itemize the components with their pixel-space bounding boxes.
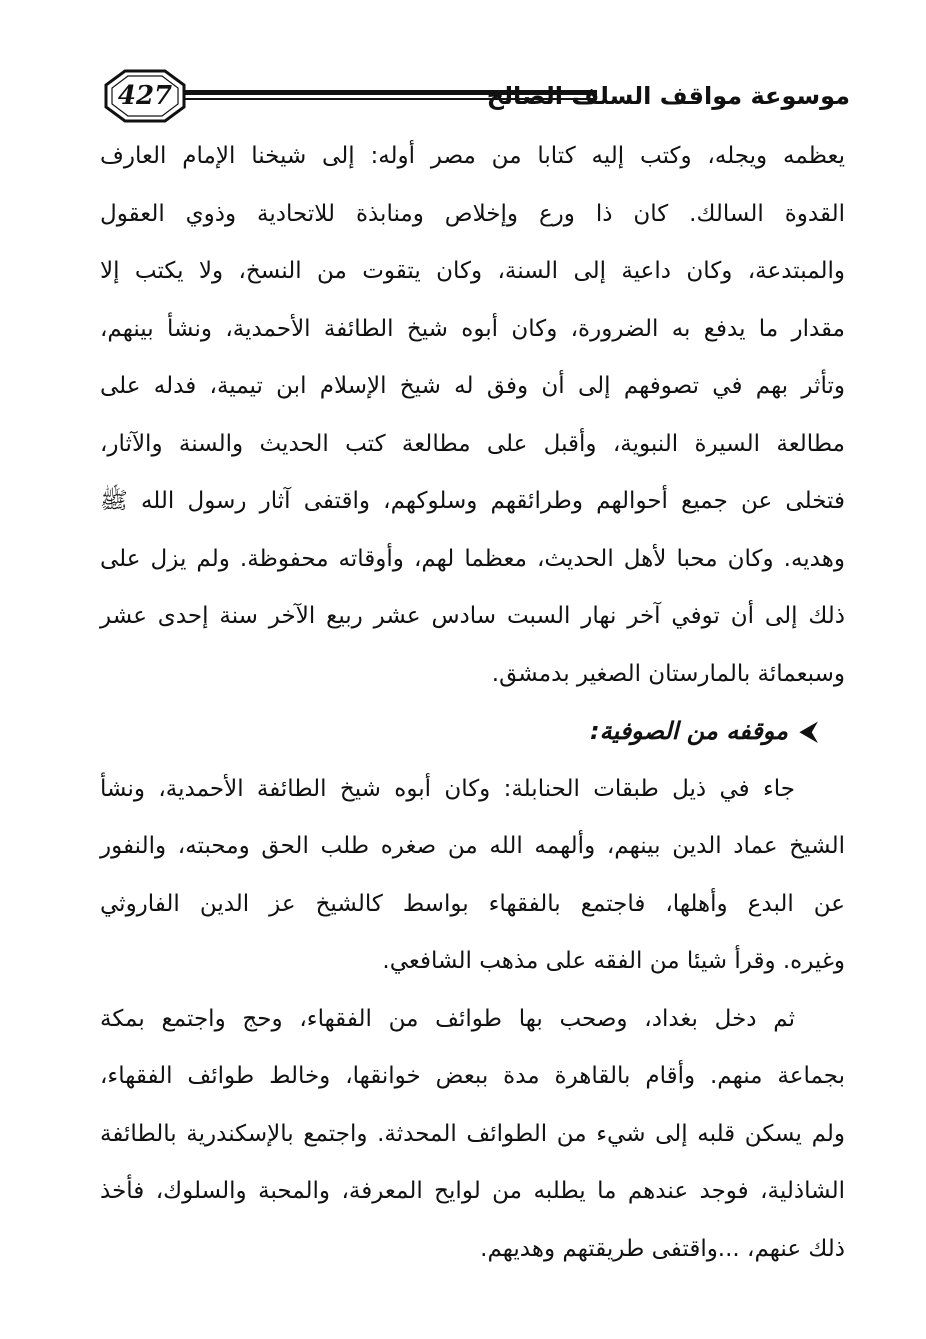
text-line: وتأثر بهم في تصوفهم إلى أن وفق له شيخ الإسلام ابن تيمية، فدله على [100, 373, 845, 399]
section-heading [100, 703, 845, 761]
text-line: ذلك عنهم، ...واقتفى طريقتهم وهديهم. [480, 1235, 845, 1262]
section-heading-text: موقفه من الصوفية: [590, 717, 788, 745]
text-line: مقدار ما يدفع به الضرورة، وكان أبوه شيخ الطائفة الأحمدية، ونشأ بينهم، [100, 315, 845, 342]
text-line: يعظمه ويجله، وكتب إليه كتابا من مصر أوله: إلى شيخنا الإمام العارف [100, 143, 845, 169]
text-line: عن البدع وأهلها، فاجتمع بالفقهاء بواسط كالشيخ عز الدين الفاروثي [100, 890, 845, 917]
text-line: ذلك إلى أن توفي آخر نهار السبت سادس عشر ربيع الآخر سنة إحدى عشر [100, 603, 845, 629]
book-title: موسوعة مواقف السلف الصالح [486, 82, 850, 110]
text-line: والمبتدعة، وكان داعية إلى السنة، وكان يتقوت من النسخ، ولا يكتب إلا [100, 258, 845, 284]
text-line: بجماعة منهم. وأقام بالقاهرة مدة ببعض خوانقها، وخالط طوائف الفقهاء، [100, 1063, 845, 1089]
text-line: القدوة السالك. كان ذا ورع وإخلاص ومنابذة للاتحادية وذوي العقول [100, 200, 845, 227]
page-body [100, 128, 845, 1278]
text-line: الشاذلية، فوجد عندهم ما يطلبه من لوايح المعرفة، والمحبة والسلوك، فأخذ [100, 1178, 845, 1204]
paragraph-2 [100, 761, 845, 991]
text-line: وسبعمائة بالمارستان الصغير بدمشق. [491, 660, 845, 687]
text-line: ثم دخل بغداد، وصحب بها طوائف من الفقهاء، وحج واجتمع بمكة [100, 1005, 795, 1032]
text-line: فتخلى عن جميع أحوالهم وطرائقهم وسلوكهم، واقتفى آثار رسول الله ﷺ [100, 488, 845, 514]
page-number: 427 [117, 81, 173, 111]
paragraph-1 [100, 128, 845, 703]
text-line: وهديه. وكان محبا لأهل الحديث، معظما لهم، وأوقاته محفوظة. ولم يزل على [100, 545, 845, 572]
page-header [0, 0, 926, 130]
paragraph-3 [100, 991, 845, 1279]
text-line: ولم يسكن قلبه إلى شيء من الطوائف المحدثة. واجتمع بالإسكندرية بالطائفة [100, 1120, 845, 1147]
text-line: جاء في ذيل طبقات الحنابلة: وكان أبوه شيخ الطائفة الأحمدية، ونشأ [100, 775, 795, 802]
text-line: مطالعة السيرة النبوية، وأقبل على مطالعة كتب الحديث والسنة والآثار، [100, 430, 845, 457]
text-line: الشيخ عماد الدين بينهم، وألهمه الله من صغره طلب الحق ومحبته، والنفور [100, 833, 845, 859]
page-number-badge [103, 68, 187, 124]
text-line: وغيره. وقرأ شيئا من الفقه على مذهب الشافعي. [382, 948, 845, 974]
arrow-marker-icon: ⮜ [799, 717, 817, 745]
